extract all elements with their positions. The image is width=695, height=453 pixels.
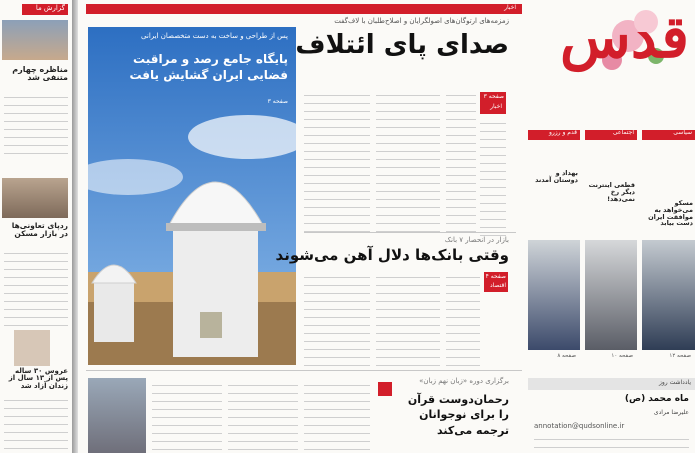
- column-1-category: سیاسی: [673, 129, 692, 136]
- photo-kicker: پس از طراحی و ساخت به دست متخصصان ایرانی: [141, 32, 288, 40]
- left-headline-3: عروس ۳۰ ساله پس از ۱۳ سال از زندان آزاد شد: [8, 367, 68, 390]
- left-headline-2: ردپای تعاونی‌ها در بازار مسکن: [11, 221, 68, 238]
- second-headline: وقتی بانک‌ها دلال آهن می‌شوند: [275, 246, 509, 264]
- main-body-col-2: [376, 90, 440, 234]
- left-body-2: [4, 248, 68, 328]
- main-tag: صفحه ۳: [483, 93, 504, 100]
- column-2-portrait: [585, 240, 637, 350]
- second-kicker: بازار در انحصار ۷ بانک: [444, 236, 509, 244]
- left-photo-1: [2, 20, 68, 60]
- left-top-label-box: [22, 4, 68, 15]
- column-3-page: صفحه ۸: [557, 353, 576, 359]
- column-2-category: اجتماعی: [612, 129, 634, 136]
- main-body-col-4: [480, 118, 506, 238]
- column-1-cat-bar: [642, 130, 695, 140]
- top-red-strip: [86, 4, 522, 14]
- column-3-category: قدم و رزرو: [548, 129, 577, 136]
- left-photo-2: [2, 178, 68, 218]
- column-2-headline: قطعی اینترنت دیگر رخ نمی‌دهد!: [588, 181, 635, 203]
- column-1-portrait: [642, 240, 695, 350]
- columns-block: [528, 130, 695, 365]
- column-3-headline: بهداد و دوستان آمدند: [535, 169, 578, 184]
- main-body-col-3: [446, 90, 476, 234]
- left-headline-1: مناظره چهارم متنفی شد: [12, 65, 68, 83]
- column-2-page: صفحه ۱۰: [611, 353, 633, 359]
- column-3[interactable]: [528, 130, 580, 365]
- column-3-cat-bar: [528, 130, 580, 140]
- column-1-headline: مسکو می‌خواهد به موافقت ایران دست بیابد: [648, 199, 693, 228]
- note-label: یادداشت روز: [658, 379, 691, 386]
- column-1-page: صفحه ۱۲: [669, 353, 691, 359]
- front-newspaper-page: [78, 0, 695, 453]
- second-body-col-2: [376, 272, 440, 368]
- observatory-photo: [88, 27, 296, 365]
- note-author: علیرضا مرادی: [653, 409, 689, 416]
- logo-wordmark: قدس: [560, 3, 689, 71]
- header-line: زمزمه‌های ارتوگان‌های اصولگرایان و اصلاح‌طلبان با لاف‌گفت: [334, 17, 509, 25]
- left-body-1: [4, 92, 68, 156]
- bottom-body-col-2: [228, 380, 298, 452]
- bottom-headline: رحمان‌دوست قرآن را برای نوجوانان ترجمه می‌کند: [407, 393, 509, 437]
- bottom-body-col-3: [304, 380, 370, 452]
- divider-2: [86, 370, 522, 371]
- note-body: [534, 434, 689, 450]
- photo-headline: پایگاه جامع رصد و مراقبت فضایی ایران گشایش یافت: [129, 52, 288, 83]
- bottom-portrait: [88, 378, 146, 453]
- left-portrait: [14, 330, 50, 366]
- second-tag-box[interactable]: [484, 272, 508, 292]
- column-1[interactable]: [642, 130, 695, 365]
- second-tag-sub: اقتصاد: [489, 282, 506, 289]
- main-headline: صدای پای ائتلاف: [295, 30, 509, 60]
- left-top-label: گزارش ما: [35, 4, 65, 12]
- main-tag-box[interactable]: [480, 92, 506, 114]
- bottom-red-square: [378, 382, 392, 396]
- photo-page-ref: صفحه ۳: [267, 98, 288, 105]
- column-3-portrait: [528, 240, 580, 350]
- second-body-col-1: [304, 272, 370, 368]
- note-email[interactable]: annotation@qudsonline.ir: [534, 422, 625, 430]
- column-2-cat-bar: [585, 130, 637, 140]
- left-newspaper-page: [0, 0, 73, 453]
- main-tag-sub: اخبار: [490, 103, 502, 110]
- second-body-col-3: [446, 272, 480, 368]
- section-label: اخبار: [504, 4, 516, 11]
- main-body-col-1: [304, 90, 370, 234]
- logo-block: [528, 0, 695, 124]
- bottom-kicker: برگزاری دوره «زبان نهم زبان»: [419, 377, 509, 385]
- left-body-3: [4, 395, 68, 451]
- column-2[interactable]: [585, 130, 637, 365]
- divider-1: [304, 232, 516, 233]
- bottom-body-col-1: [152, 380, 222, 452]
- note-label-bar: [528, 378, 695, 390]
- note-title: ماه محمد (ص): [624, 394, 689, 404]
- second-tag: صفحه ۴: [485, 273, 506, 280]
